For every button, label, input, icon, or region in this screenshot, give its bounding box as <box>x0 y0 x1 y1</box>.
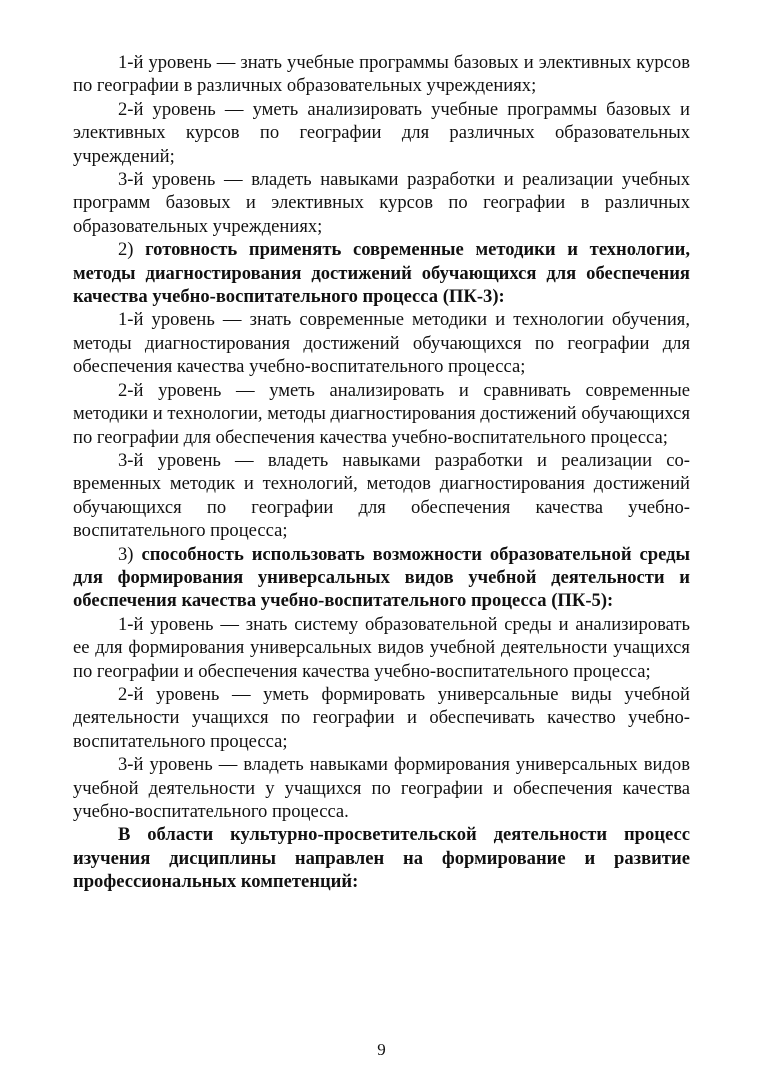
section-cultural-educational-heading <box>73 823 690 893</box>
paragraph-text: 3-й уровень — владеть навыками разработки и реализации учебных программ базовых и элективных курсов по географии в различных образовательных учреждениях; <box>73 169 690 237</box>
paragraph-level-1-environment <box>73 613 690 683</box>
document-page <box>73 51 690 894</box>
competence-pk3-heading <box>73 238 690 308</box>
paragraph-level-2-curricula <box>73 98 690 168</box>
paragraph-lead: 3) <box>118 543 142 565</box>
paragraph-text: 1-й уровень — знать систему образовательной среды и анализировать ее для формирования универсальных видов учебной деятельности учащихся по географии и обеспечения качества учебно-воспитательного процесса; <box>73 613 690 682</box>
paragraph-level-3-environment <box>73 753 690 823</box>
paragraph-text: 3-й уровень — владеть навыками разработки и реализации современных методик и технологий, методов диагностирования достижений обучающихся по географии для обеспечения качества учебно-воспитательного процесса; <box>73 449 690 542</box>
paragraph-lead: 2) <box>118 239 146 261</box>
paragraph-bold: В области культурно-просветительской деятельности процесс изучения дисциплины направлен на формирование и развитие профессиональных компетенций: <box>73 824 690 893</box>
paragraph-level-1-methods <box>73 308 690 378</box>
paragraph-level-3-curricula <box>73 168 690 238</box>
paragraph-text: 3-й уровень — владеть навыками формирования универсальных видов учебной деятельности у учащихся по географии и обеспечения качества учебно-воспитательного процесса. <box>73 754 690 822</box>
page-number: 9 <box>377 1040 386 1059</box>
paragraph-text: 1-й уровень — знать современные методики и технологии обучения, методы диагностирования достижений обучающихся по географии для обеспечения качества учебно-воспитательного процесса; <box>73 309 690 378</box>
paragraph-level-2-environment <box>73 683 690 753</box>
competence-pk5-heading <box>73 543 690 613</box>
paragraph-text: 2-й уровень — уметь формировать универсальные виды учебной деятельности учащихся по географии и обеспечивать качество учебно-воспитательного процесса; <box>73 683 690 752</box>
paragraph-level-1-curricula <box>73 51 690 98</box>
paragraph-text: 1-й уровень — знать учебные программы базовых и элективных курсов по географии в различных образовательных учреждениях; <box>73 52 690 97</box>
paragraph-level-3-methods <box>73 449 690 543</box>
paragraph-bold: способность использовать возможности образовательной среды для формирования универсальных видов учебной деятельности и обеспечения качества учебно-воспитательного процесса (ПК-5): <box>73 543 690 612</box>
paragraph-text: 2-й уровень — уметь анализировать и сравнивать современные методики и технологии, методы диагностирования достижений обучающихся по географии для обеспечения качества учебно-воспитательного процесса; <box>73 379 690 448</box>
paragraph-text: 2-й уровень — уметь анализировать учебные программы базовых и элективных курсов по географии для различных образовательных учреждений; <box>73 98 690 167</box>
paragraph-bold: готовность применять современные методики и технологии, методы диагностирования достижений обучающихся для обеспечения качества учебно-воспитательного процесса (ПК-3): <box>73 239 690 308</box>
paragraph-level-2-methods <box>73 379 690 449</box>
